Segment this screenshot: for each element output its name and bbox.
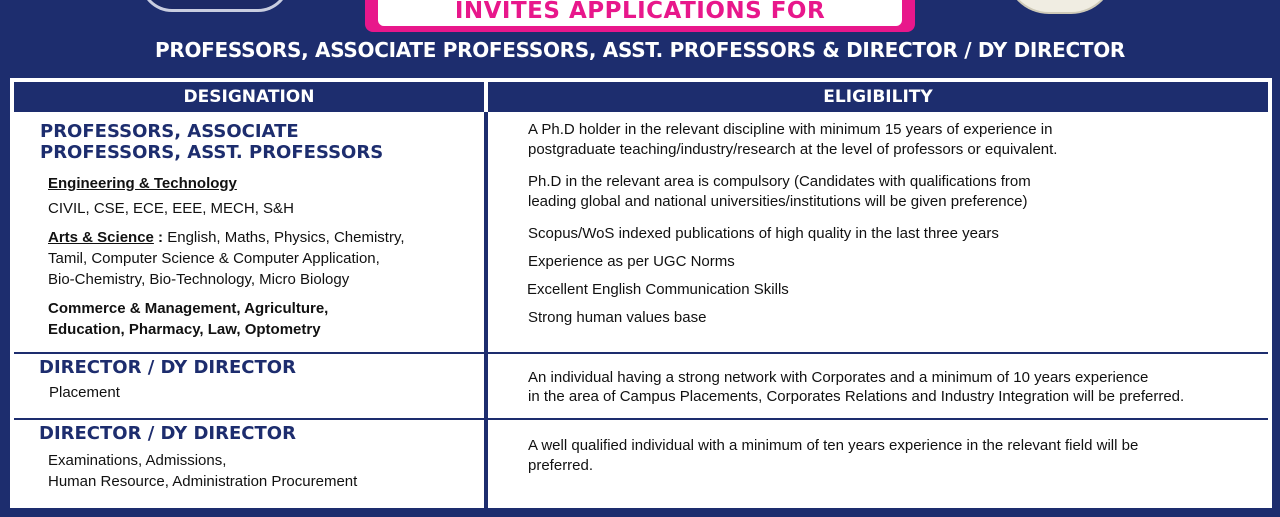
eligibility-item: Scopus/WoS indexed publications of high quality in the last three years (528, 225, 999, 242)
row3-subtitle-line1: Examinations, Admissions, (48, 452, 227, 469)
engineering-heading: Engineering & Technology (48, 175, 237, 192)
row2-eligibility-line1: An individual having a strong network with Corporates and a minimum of 10 years experience (528, 369, 1149, 386)
row-divider-1 (14, 352, 1268, 354)
row3-eligibility-line1: A well qualified individual with a minimum of ten years experience in the relevant field will be (528, 437, 1139, 454)
eligibility-item: postgraduate teaching/industry/research at the level of professors or equivalent. (528, 141, 1058, 158)
row1-title-line2: PROFESSORS, ASST. PROFESSORS (40, 142, 384, 163)
eligibility-item: A Ph.D holder in the relevant discipline with minimum 15 years of experience in (528, 121, 1053, 138)
row1-title-line1: PROFESSORS, ASSOCIATE (40, 121, 299, 142)
arts-subjects-3: Bio-Chemistry, Bio-Technology, Micro Biology (48, 271, 350, 288)
arts-subjects-2: Tamil, Computer Science & Computer Application, (48, 250, 380, 267)
eligibility-item: leading global and national universities/institutions will be given preference) (528, 193, 1028, 210)
institution-logo-right (1005, 0, 1115, 14)
column-header-eligibility: ELIGIBILITY (488, 82, 1268, 112)
arts-subjects-1: English, Maths, Physics, Chemistry, (167, 229, 405, 246)
invite-banner (365, 0, 915, 32)
column-divider (484, 112, 488, 517)
eligibility-item: Excellent English Communication Skills (527, 281, 789, 298)
invite-banner-inner (378, 0, 902, 26)
eligibility-item: Experience as per UGC Norms (528, 253, 735, 270)
row2-title: DIRECTOR / DY DIRECTOR (39, 357, 296, 378)
eligibility-item: Strong human values base (528, 309, 707, 326)
arts-heading: Arts & Science (48, 229, 154, 246)
row2-eligibility-line2: in the area of Campus Placements, Corporates Relations and Industry Integration will be preferred. (528, 388, 1185, 405)
engineering-departments: CIVIL, CSE, ECE, EEE, MECH, S&H (48, 200, 294, 217)
arts-separator: : (153, 229, 168, 246)
row2-subtitle: Placement (49, 384, 120, 401)
commerce-line1: Commerce & Management, Agriculture, (48, 300, 329, 317)
row-divider-2 (14, 418, 1268, 420)
row3-title: DIRECTOR / DY DIRECTOR (39, 423, 296, 444)
eligibility-item: Ph.D in the relevant area is compulsory (Candidates with qualifications from (528, 173, 1031, 190)
institution-logo-left (140, 0, 290, 12)
row3-eligibility-line2: preferred. (528, 457, 594, 474)
positions-table (10, 78, 1272, 508)
row3-subtitle-line2: Human Resource, Administration Procurement (48, 473, 358, 490)
positions-subtitle: PROFESSORS, ASSOCIATE PROFESSORS, ASST. PROFESSORS & DIRECTOR / DY DIRECTOR (154, 38, 1126, 62)
column-header-designation: DESIGNATION (14, 82, 484, 112)
invite-text: INVITES APPLICATIONS FOR (454, 0, 826, 24)
commerce-line2: Education, Pharmacy, Law, Optometry (48, 321, 321, 338)
arts-line1 (48, 227, 405, 248)
